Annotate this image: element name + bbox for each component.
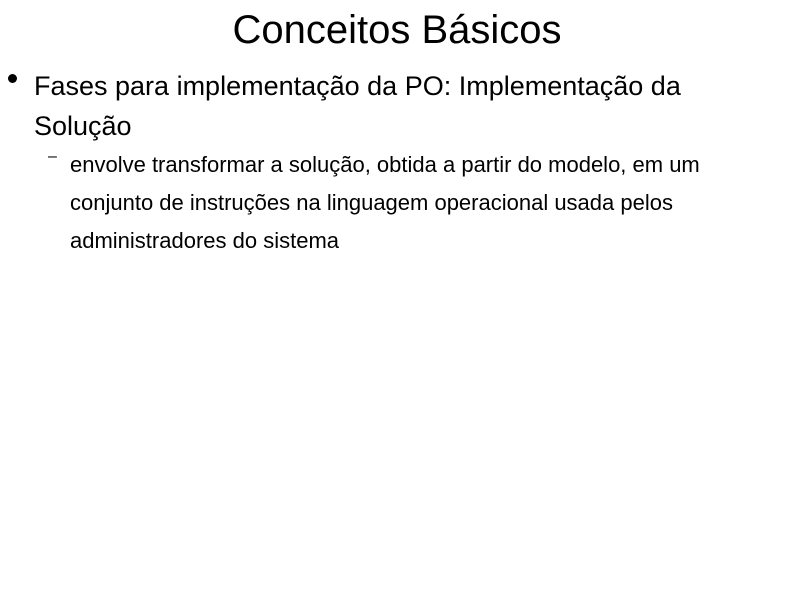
dash-bullet-icon: – <box>48 148 57 165</box>
bullet-text: Fases para implementação da PO: Implementação da Solução <box>34 71 681 141</box>
bullet-dot-icon <box>8 74 17 83</box>
sub-bullet-text: envolve transformar a solução, obtida a partir do modelo, em um conjunto de instruções na linguagem operacional usada pelos administradores do sistema <box>70 152 700 253</box>
slide-title: Conceitos Básicos <box>232 8 562 52</box>
